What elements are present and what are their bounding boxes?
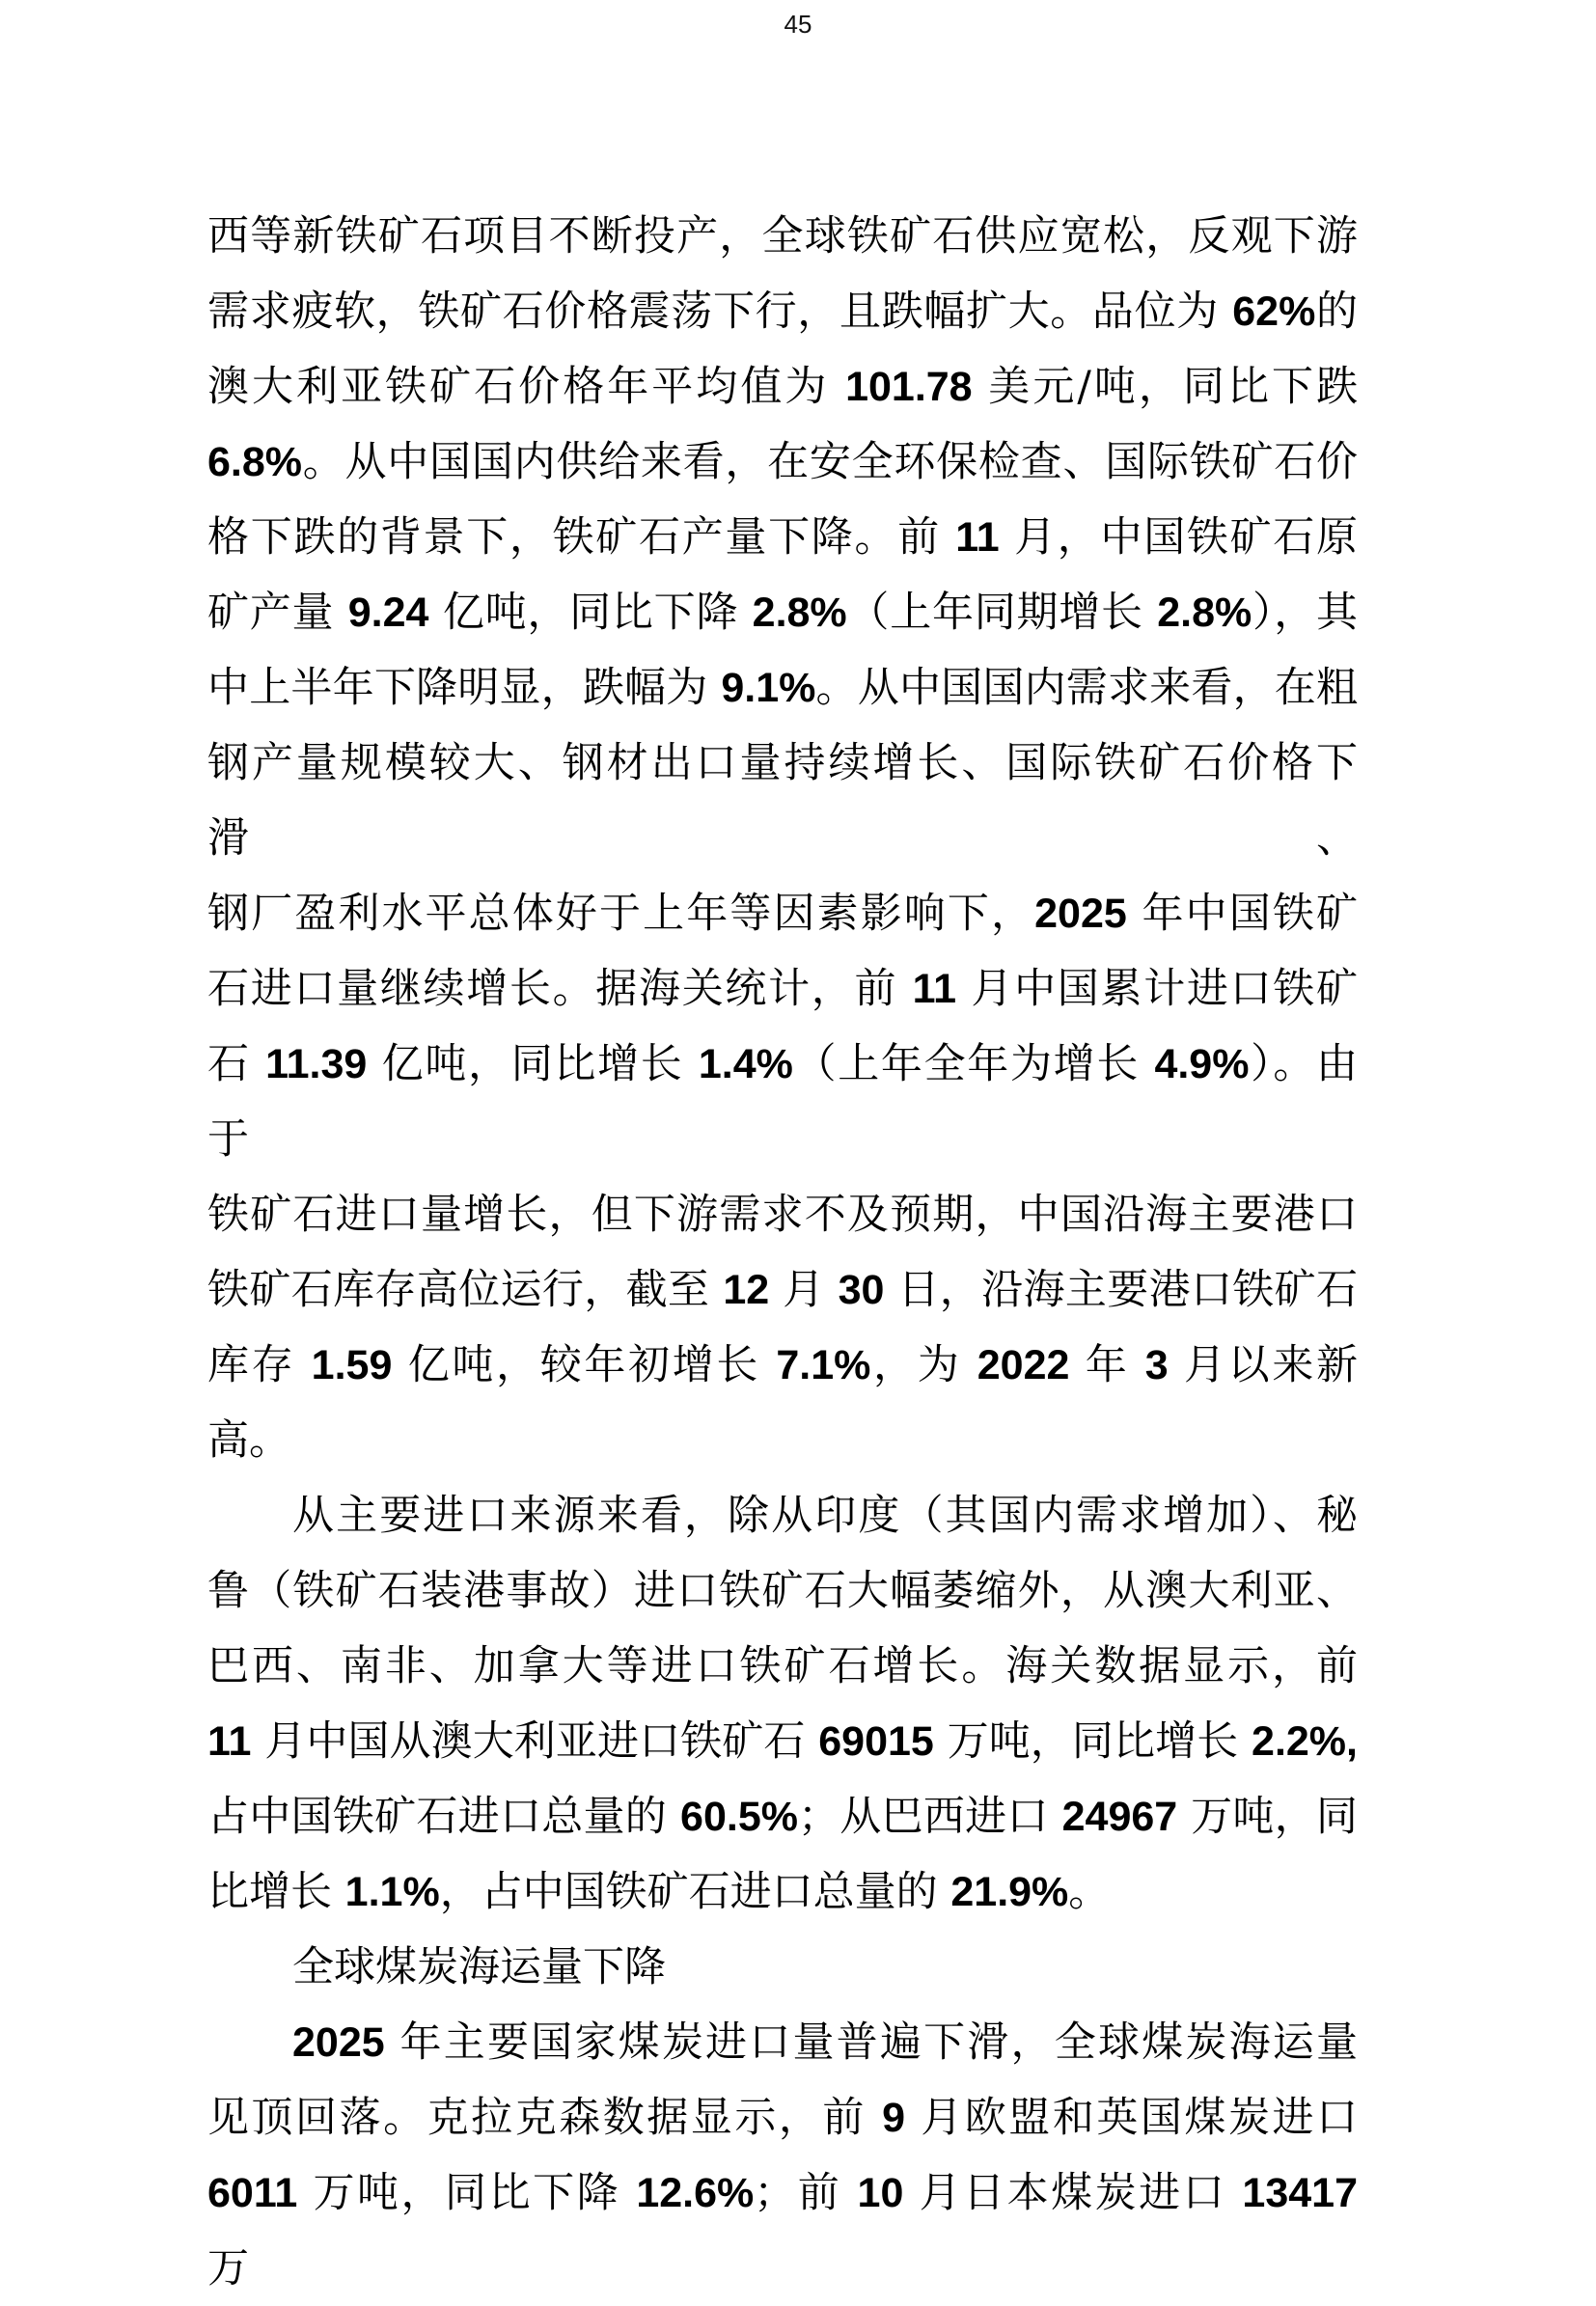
numeric-text: 12.6% — [636, 2170, 755, 2216]
numeric-text: 11 — [207, 1718, 252, 1765]
text-line: 石 11.39 亿吨，同比增长 1.4%（上年全年为增长 4.9%）。由于 — [207, 1040, 1359, 1164]
text-line: 矿产量 9.24 亿吨，同比下降 2.8%（上年同期增长 2.8%），其 — [207, 589, 1359, 637]
numeric-text: 11 — [912, 966, 957, 1012]
document-body — [207, 199, 1358, 2306]
numeric-text: 6011 — [207, 2170, 298, 2216]
numeric-text: 9.1% — [721, 665, 816, 711]
text-line: 从主要进口来源来看，除从印度（其国内需求增加）、秘 — [292, 1492, 1358, 1540]
numeric-text: 4.9% — [1154, 1041, 1250, 1087]
numeric-text: 11 — [955, 514, 1000, 561]
text-line: 澳大利亚铁矿石价格年平均值为 101.78 美元/吨，同比下跌 — [207, 363, 1359, 411]
text-line: 铁矿石进口量增长，但下游需求不及预期，中国沿海主要港口 — [207, 1191, 1358, 1239]
numeric-text: 62% — [1232, 288, 1316, 335]
numeric-text: 6.8% — [207, 439, 303, 485]
text-line: 钢厂盈利水平总体好于上年等因素影响下，2025 年中国铁矿 — [207, 890, 1359, 938]
text-line: 见顶回落。克拉克森数据显示，前 9 月欧盟和英国煤炭进口 — [207, 2094, 1358, 2142]
numeric-text: 21.9% — [950, 1869, 1069, 1915]
text-line: 巴西、南非、加拿大等进口铁矿石增长。海关数据显示，前 — [207, 1642, 1358, 1690]
numeric-text: 1.4% — [698, 1041, 793, 1087]
text-line: 6011 万吨，同比下降 12.6%；前 10 月日本煤炭进口 13417 万 — [207, 2169, 1358, 2292]
numeric-text: 2.2%, — [1252, 1718, 1358, 1765]
numeric-text: 60.5% — [680, 1794, 798, 1840]
numeric-text: 7.1% — [776, 1342, 871, 1388]
text-line: 钢产量规模较大、钢材出口量持续增长、国际铁矿石价格下滑、 — [207, 739, 1358, 863]
page-number: 45 — [784, 10, 812, 39]
numeric-text: 69015 — [818, 1718, 934, 1765]
text-line: 需求疲软，铁矿石价格震荡下行，且跌幅扩大。品位为 62%的 — [207, 288, 1359, 336]
text-line: 石进口量继续增长。据海关统计，前 11 月中国累计进口铁矿 — [207, 965, 1358, 1013]
text-line: 全球煤炭海运量下降 — [292, 1943, 666, 1991]
numeric-text: 11.39 — [265, 1041, 368, 1087]
numeric-text: 1.59 — [311, 1342, 393, 1388]
numeric-text: 24967 — [1061, 1794, 1178, 1840]
text-line: 6.8%。从中国国内供给来看，在安全环保检查、国际铁矿石价 — [207, 438, 1358, 486]
text-line: 库存 1.59 亿吨，较年初增长 7.1%，为 2022 年 3 月以来新高。 — [207, 1341, 1359, 1465]
numeric-text: 12 — [723, 1267, 770, 1313]
text-line: 2025 年主要国家煤炭进口量普遍下滑，全球煤炭海运量 — [292, 2018, 1358, 2067]
text-line: 鲁（铁矿石装港事故）进口铁矿石大幅萎缩外，从澳大利亚、 — [207, 1567, 1358, 1615]
numeric-text: 13417 — [1242, 2170, 1358, 2216]
numeric-text: 2025 — [1034, 891, 1127, 937]
text-line: 11 月中国从澳大利亚进口铁矿石 69015 万吨，同比增长 2.2%, — [207, 1717, 1358, 1766]
numeric-text: 2022 — [977, 1342, 1070, 1388]
text-line: 格下跌的背景下，铁矿石产量下降。前 11 月，中国铁矿石原 — [207, 513, 1358, 562]
text-line: 比增长 1.1%，占中国铁矿石进口总量的 21.9%。 — [207, 1868, 1111, 1916]
numeric-text: 2025 — [292, 2019, 385, 2066]
numeric-text: 30 — [838, 1267, 885, 1313]
numeric-text: 1.1% — [344, 1869, 440, 1915]
numeric-text: 9 — [882, 2095, 906, 2141]
text-line: 西等新铁矿石项目不断投产，全球铁矿石供应宽松，反观下游 — [207, 212, 1358, 261]
numeric-text: 9.24 — [347, 590, 429, 636]
text-line: 铁矿石库存高位运行，截至 12 月 30 日，沿海主要港口铁矿石 — [207, 1266, 1359, 1314]
text-line: 中上半年下降明显，跌幅为 9.1%。从中国国内需求来看，在粗 — [207, 664, 1358, 712]
numeric-text: 10 — [857, 2170, 904, 2216]
numeric-text: 101.78 — [845, 364, 973, 410]
numeric-text: 2.8% — [752, 590, 847, 636]
text-line: 占中国铁矿石进口总量的 60.5%；从巴西进口 24967 万吨，同 — [207, 1793, 1358, 1841]
numeric-text: 3 — [1144, 1342, 1169, 1388]
numeric-text: 2.8% — [1157, 590, 1252, 636]
